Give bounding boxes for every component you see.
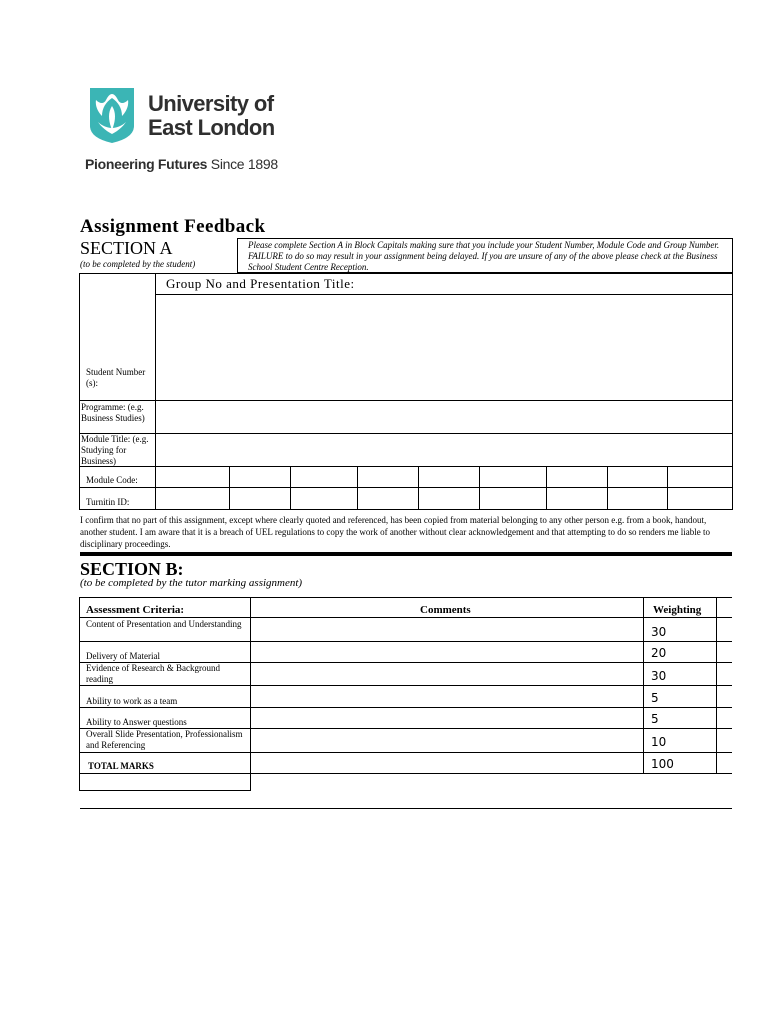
table-line xyxy=(79,597,80,791)
criteria-questions: Ability to Answer questions xyxy=(86,717,187,727)
table-line xyxy=(643,597,644,774)
student-number-label: Student Number (s): xyxy=(86,367,146,388)
weighting-header: Weighting xyxy=(653,604,702,616)
section-b-subtitle: (to be completed by the tutor marking assignment) xyxy=(80,577,303,589)
table-line xyxy=(79,752,732,753)
tagline-bold: Pioneering Futures xyxy=(85,156,208,172)
group-title-label: Group No and Presentation Title: xyxy=(166,276,355,291)
weighting-content: 30 xyxy=(651,625,667,639)
grid-line xyxy=(732,273,733,510)
total-marks-label: TOTAL MARKS xyxy=(88,761,154,771)
university-logo xyxy=(84,86,294,176)
module-title-field[interactable] xyxy=(156,434,732,466)
section-a-subtitle: (to be completed by the student) xyxy=(80,259,196,269)
bottom-rule xyxy=(80,808,732,809)
grid-line xyxy=(79,509,733,510)
university-name-line2: East London xyxy=(148,115,275,140)
table-line xyxy=(716,597,717,774)
turnitin-id-field[interactable] xyxy=(156,488,732,509)
criteria-slides: Overall Slide Presentation, Professionalism and Referencing xyxy=(86,729,243,750)
phoenix-crest-icon xyxy=(86,86,138,144)
module-code-field[interactable] xyxy=(156,467,732,487)
document-title: Assignment Feedback xyxy=(80,216,266,237)
grid-line xyxy=(79,273,80,510)
criteria-teamwork: Ability to work as a team xyxy=(86,696,178,706)
module-code-label: Module Code: xyxy=(86,475,138,485)
plagiarism-declaration: I confirm that no part of this assignment, except where clearly quoted and referenced, has been copied from material belonging to any other person e.g. from a book, handout, another student. I am aware that it is a breach of UEL regulations to copy the work of another without clear acknowledgement and that attempting to do so renders me liable to disciplinary proceedings. xyxy=(80,515,710,549)
weighting-slides: 10 xyxy=(651,735,667,749)
section-a-title: SECTION A xyxy=(80,238,173,258)
table-line xyxy=(79,597,732,598)
group-title-field[interactable] xyxy=(156,295,732,400)
criteria-delivery: Delivery of Material xyxy=(86,651,160,661)
weighting-teamwork: 5 xyxy=(651,691,659,705)
weighting-delivery: 20 xyxy=(651,646,667,660)
tagline-rest: Since 1898 xyxy=(207,156,278,172)
university-name xyxy=(148,92,275,140)
total-marks-value: 100 xyxy=(651,757,674,771)
section-divider xyxy=(80,552,732,556)
module-title-label: Module Title: (e.g. Studying for Business) xyxy=(81,434,149,466)
comments-header: Comments xyxy=(420,604,471,616)
table-line xyxy=(79,773,732,774)
weighting-research: 30 xyxy=(651,669,667,683)
comments-field[interactable] xyxy=(251,618,643,752)
section-a-notice: Please complete Section A in Block Capitals making sure that you include your Student Number, Module Code and Group Number. FAILURE to do so may result in your assignment being delayed. If you are unsure of any of the above please check at the Business School Student Centre Reception. xyxy=(237,238,733,273)
criteria-content: Content of Presentation and Understanding xyxy=(86,619,242,629)
university-name-line1: University of xyxy=(148,91,274,116)
grid-line xyxy=(79,273,733,274)
criteria-research: Evidence of Research & Background reading xyxy=(86,663,220,684)
programme-label: Programme: (e.g. Business Studies) xyxy=(81,402,145,423)
weighting-questions: 5 xyxy=(651,712,659,726)
table-line xyxy=(79,790,251,791)
programme-field[interactable] xyxy=(156,401,732,433)
section-b-title: SECTION B: xyxy=(80,559,184,579)
university-tagline xyxy=(85,156,278,172)
turnitin-id-label: Turnitin ID: xyxy=(86,497,130,507)
criteria-header: Assessment Criteria: xyxy=(86,604,185,616)
